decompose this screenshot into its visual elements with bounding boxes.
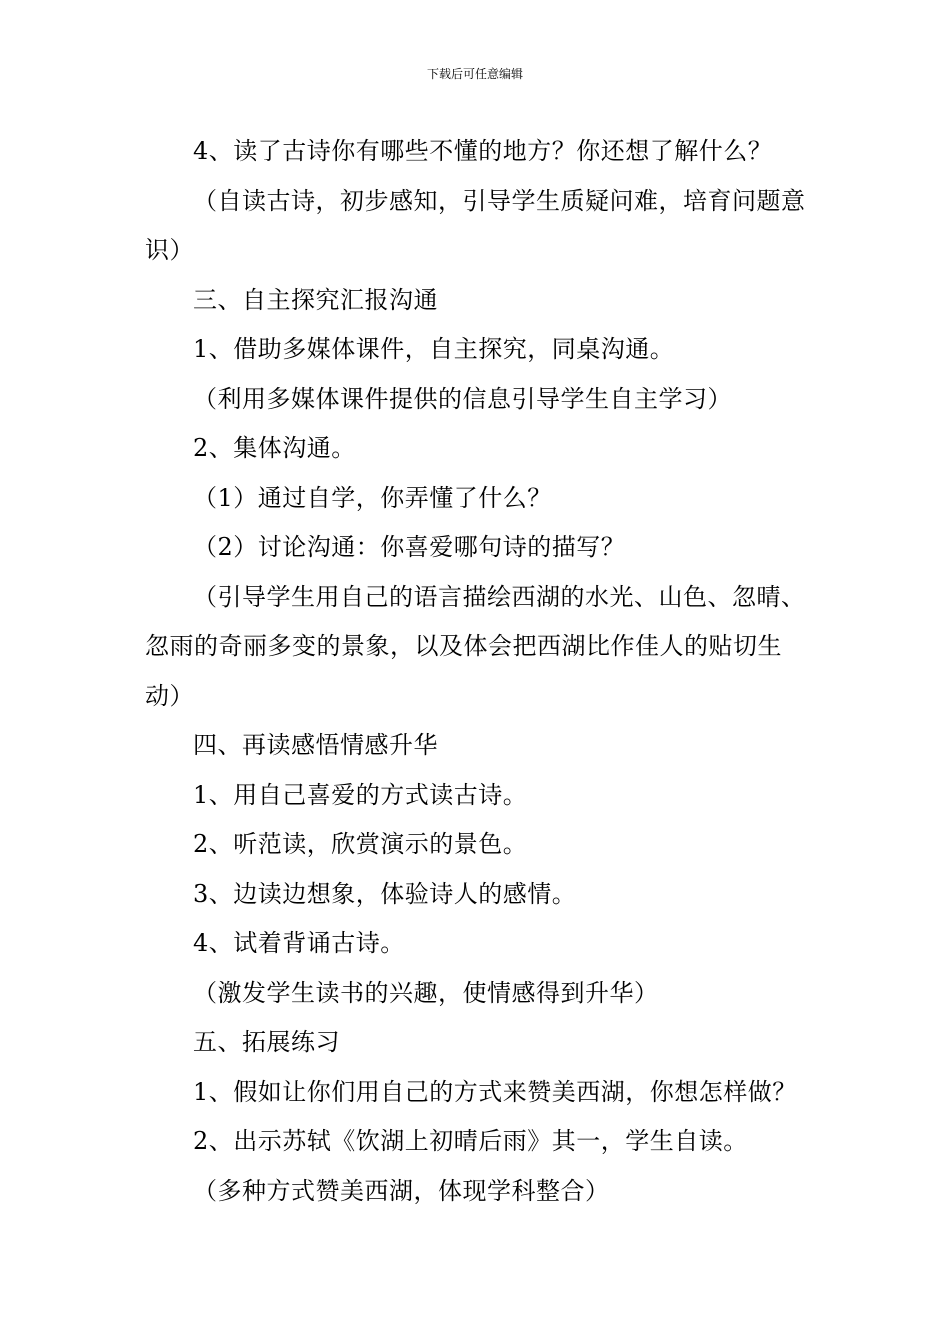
paragraph-sub-2: （2）讨论沟通：你喜爱哪句诗的描写？ xyxy=(193,533,626,561)
document-body xyxy=(145,127,810,1216)
paragraph-read-4: 4、试着背诵古诗。 xyxy=(193,929,405,957)
page-header: 下载后可任意编辑 xyxy=(426,67,523,81)
paragraph-note-self-reading: （自读古诗，初步感知，引导学生质疑问难，培育问题意识） xyxy=(145,186,806,264)
section-heading-3: 三、自主探究汇报沟通 xyxy=(193,285,438,314)
paragraph-step-1: 1、借助多媒体课件，自主探究，同桌沟通。 xyxy=(193,335,675,363)
paragraph-note-interest: （激发学生读书的兴趣，使情感得到升华） xyxy=(193,978,659,1007)
paragraph-sub-1: （1）通过自学，你弄懂了什么？ xyxy=(193,483,552,512)
paragraph-question-4: 4、读了古诗你有哪些不懂的地方？你还想了解什么？ xyxy=(193,137,773,165)
paragraph-note-describe: （引导学生用自己的语言描绘西湖的水光、山色、忽晴、忽雨的奇丽多变的景象，以及体会把西湖比作佳人的贴切生动） xyxy=(145,582,806,710)
paragraph-step-2: 2、集体沟通。 xyxy=(193,434,356,462)
paragraph-read-1: 1、用自己喜爱的方式读古诗。 xyxy=(193,780,528,809)
paragraph-practice-2: 2、出示苏轼《饮湖上初晴后雨》其一，学生自读。 xyxy=(193,1127,748,1155)
paragraph-read-3: 3、边读边想象，体验诗人的感情。 xyxy=(193,879,577,908)
paragraph-practice-1: 1、假如让你们用自己的方式来赞美西湖，你想怎样做？ xyxy=(193,1077,797,1106)
section-heading-4: 四、再读感悟情感升华 xyxy=(193,731,438,759)
paragraph-read-2: 2、听范读，欣赏演示的景色。 xyxy=(193,830,528,858)
paragraph-note-multimedia: （利用多媒体课件提供的信息引导学生自主学习） xyxy=(193,384,732,413)
paragraph-note-integration: （多种方式赞美西湖，体现学科整合） xyxy=(193,1176,610,1205)
section-heading-5: 五、拓展练习 xyxy=(193,1028,340,1056)
